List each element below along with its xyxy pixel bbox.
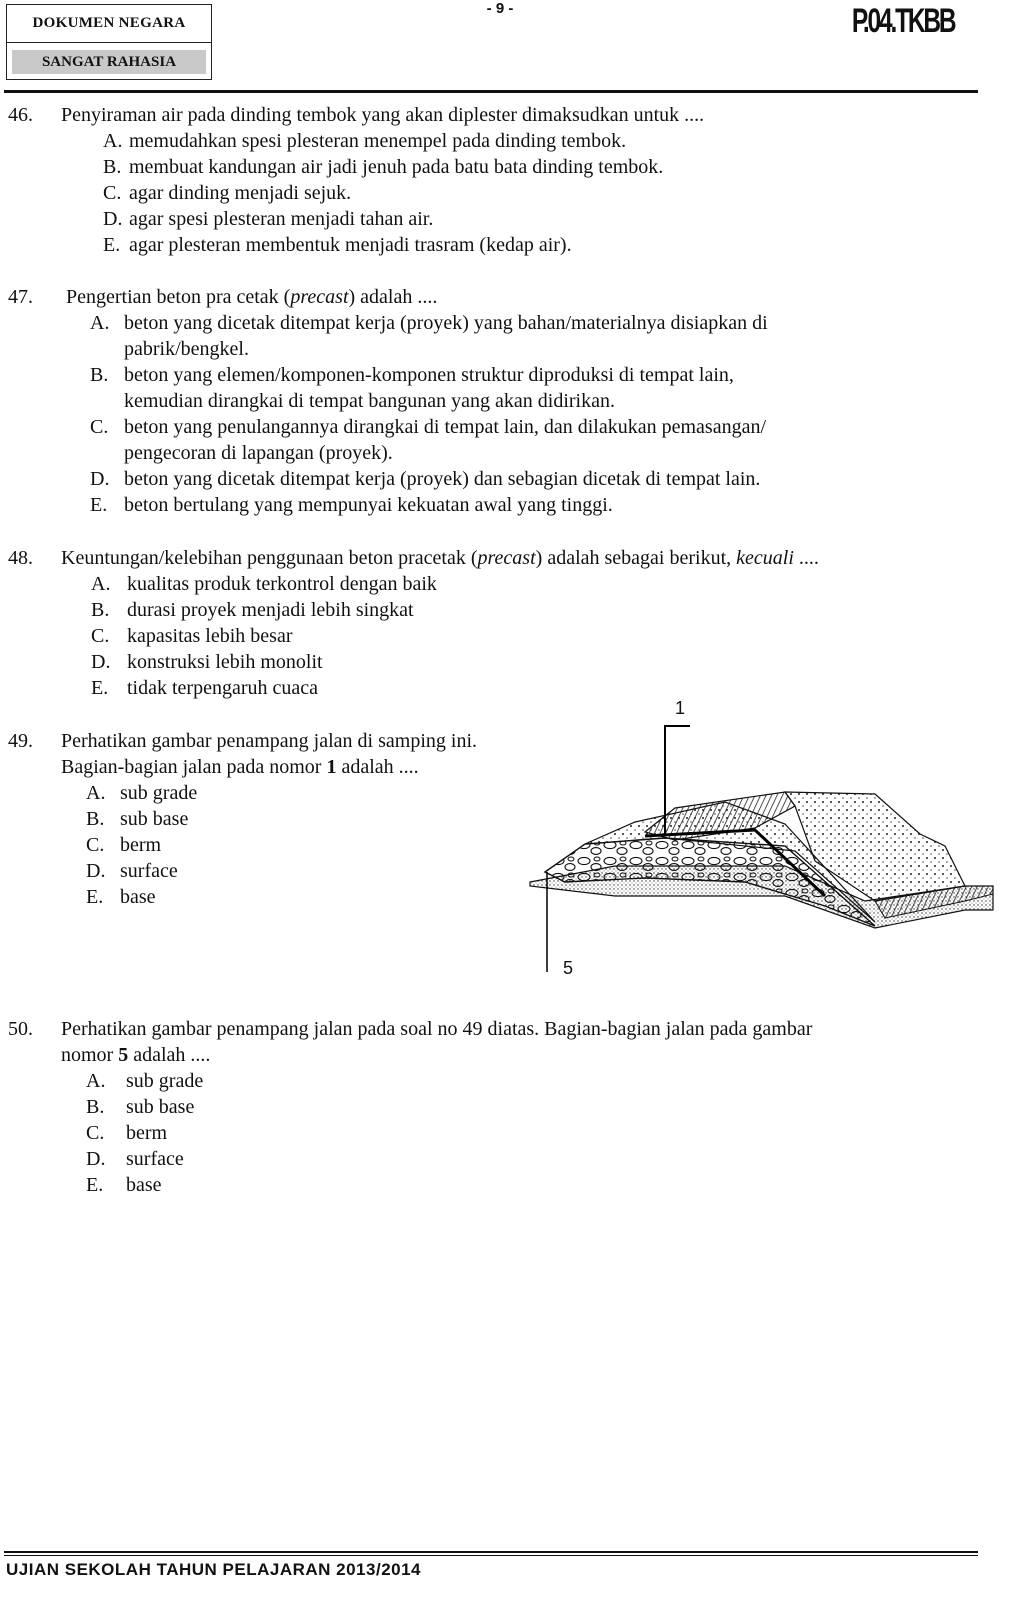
doc-classification: DOKUMEN NEGARA [7,5,211,43]
question-text: Keuntungan/kelebihan penggunaan beton pracetak (precast) adalah sebagai berikut, kecuali .... [61,547,819,569]
question-text-line2: nomor 5 adalah .... [61,1044,211,1066]
footer-divider-thin [4,1555,978,1556]
question-number: 48. [8,547,33,569]
document-header-box [6,4,212,80]
road-cross-section-drawing [525,696,995,986]
page-number: - 9 - [486,0,514,17]
question-text: Perhatikan gambar penampang jalan di samping ini. [61,730,477,752]
footer-divider [4,1551,978,1553]
road-cross-section-figure [525,696,995,986]
header-divider [4,90,978,93]
question-text: Perhatikan gambar penampang jalan pada soal no 49 diatas. Bagian-bagian jalan pada gambar [61,1018,813,1040]
question-text: Penyiraman air pada dinding tembok yang akan diplester dimaksudkan untuk .... [61,104,705,126]
figure-label-1: 1 [675,698,686,718]
question-number: 47. [8,286,33,308]
question-number: 46. [8,104,33,126]
figure-label-5: 5 [563,958,574,978]
question-text: Pengertian beton pra cetak (precast) adalah .... [66,286,438,308]
question-number: 50. [8,1018,33,1040]
question-number: 49. [8,730,33,752]
secrecy-label: SANGAT RAHASIA [12,50,206,74]
footer-exam-title: UJIAN SEKOLAH TAHUN PELAJARAN 2013/2014 [6,1560,422,1579]
paper-code: P.04.TKBB [851,2,954,40]
question-text-line2: Bagian-bagian jalan pada nomor 1 adalah .... [61,756,419,778]
